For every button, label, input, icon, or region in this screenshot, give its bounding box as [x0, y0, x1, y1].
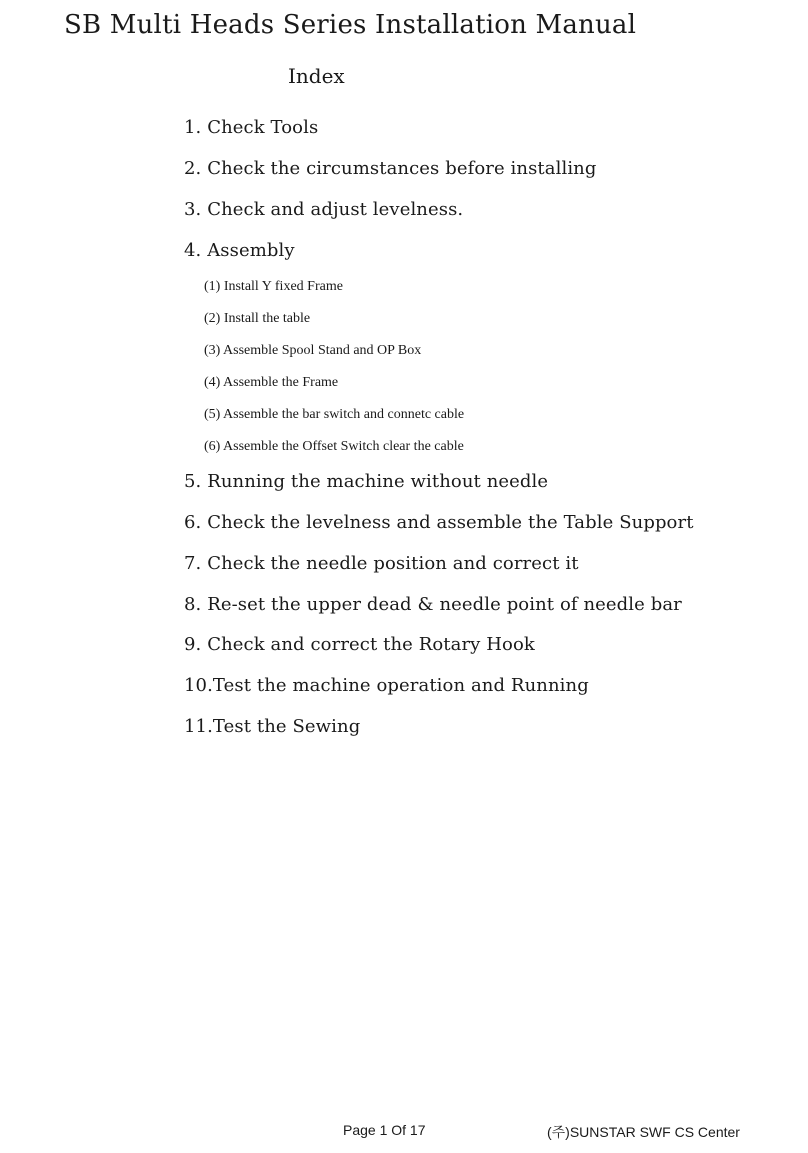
toc-subitem-1: (1) Install Y fixed Frame: [204, 279, 343, 294]
toc-item-1: 1. Check Tools: [184, 117, 319, 138]
toc-subitem-2: (2) Install the table: [204, 311, 311, 326]
page-number: Page 1 Of 17: [343, 1122, 426, 1138]
toc-item-6: 6. Check the levelness and assemble the Table Support: [184, 512, 694, 533]
index-heading: Index: [288, 64, 345, 88]
toc-item-4: 4. Assembly: [184, 240, 295, 261]
toc-item-5: 5. Running the machine without needle: [184, 471, 549, 492]
company-name: (주)SUNSTAR SWF CS Center: [547, 1124, 740, 1140]
toc-item-2: 2. Check the circumstances before installing: [184, 158, 597, 179]
toc-item-7: 7. Check the needle position and correct it: [184, 553, 579, 574]
toc-item-10: 10.Test the machine operation and Running: [184, 675, 589, 696]
toc-subitem-4: (4) Assemble the Frame: [204, 375, 339, 390]
toc-item-11: 11.Test the Sewing: [184, 716, 361, 737]
toc-subitem-6: (6) Assemble the Offset Switch clear the cable: [204, 439, 464, 454]
toc-subitem-3: (3) Assemble Spool Stand and OP Box: [204, 343, 422, 358]
toc-item-9: 9. Check and correct the Rotary Hook: [184, 634, 535, 655]
toc-subitem-5: (5) Assemble the bar switch and connetc cable: [204, 407, 465, 422]
toc-item-3: 3. Check and adjust levelness.: [184, 199, 464, 220]
document-title: SB Multi Heads Series Installation Manual: [64, 10, 637, 40]
toc-item-8: 8. Re-set the upper dead & needle point of needle bar: [184, 594, 682, 615]
